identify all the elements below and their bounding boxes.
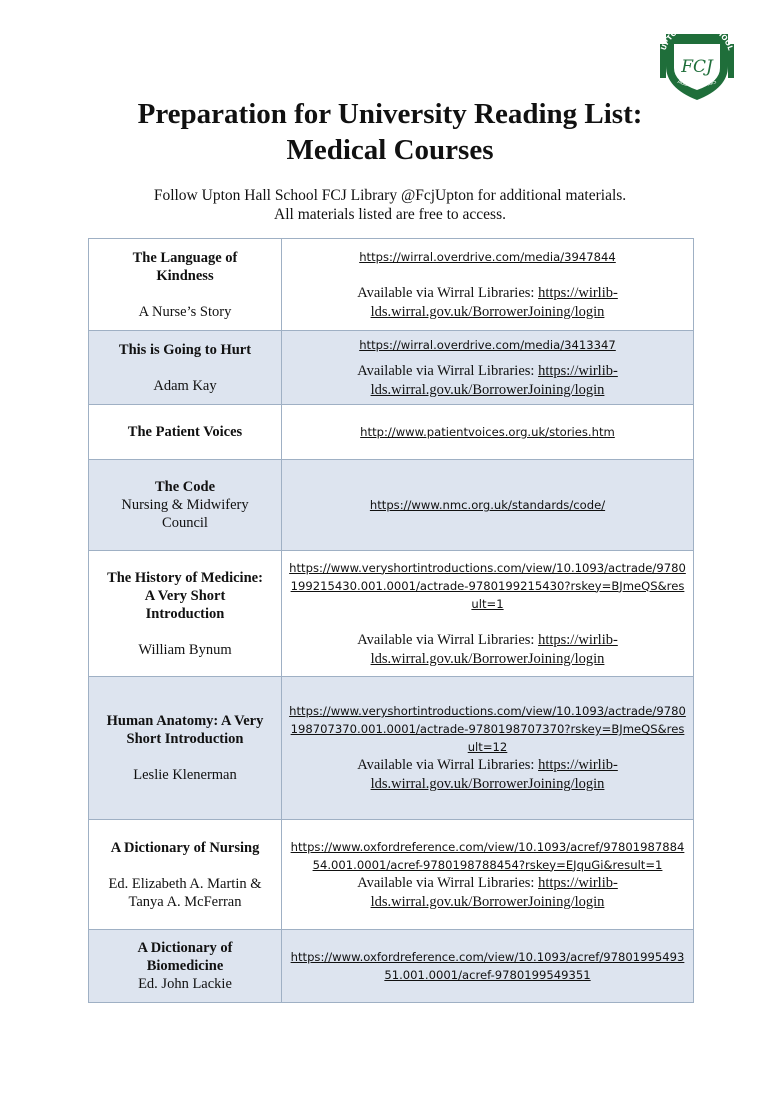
availability-note: Available via Wirral Libraries: https://wirlib- lds.wirral.gov.uk/BorrowerJoining/login bbox=[357, 631, 618, 667]
book-author: Adam Kay bbox=[153, 377, 217, 394]
crest-motto: AGE QUOD AGIS bbox=[676, 78, 718, 90]
book-subtitle: A Nurse’s Story bbox=[138, 303, 232, 320]
wirral-libraries-link[interactable]: https://wirlib- lds.wirral.gov.uk/BorrowerJoining/login bbox=[370, 362, 618, 398]
table-row bbox=[89, 331, 694, 405]
book-cell bbox=[89, 677, 282, 820]
resource-link[interactable]: https://www.veryshortintroductions.com/view/10.1093/actrade/9780198707370.001.0001/actrade-9780198707370?rskey=BJmeQS&result=12 bbox=[289, 704, 686, 754]
table-row bbox=[89, 820, 694, 930]
subtitle-line-2: All materials listed are free to access. bbox=[274, 206, 506, 223]
links-cell bbox=[282, 930, 694, 1003]
resource-link[interactable]: https://wirral.overdrive.com/media/3413347 bbox=[359, 337, 616, 352]
crest-top-text: UPTON HALL SCHOOL bbox=[659, 20, 735, 52]
wirral-libraries-link[interactable]: https://wirlib- lds.wirral.gov.uk/BorrowerJoining/login bbox=[370, 284, 618, 320]
book-title: The Code bbox=[154, 479, 216, 495]
resource-link[interactable]: https://www.nmc.org.uk/standards/code/ bbox=[369, 498, 606, 512]
availability-note: Available via Wirral Libraries: https://wirlib- lds.wirral.gov.uk/BorrowerJoining/login bbox=[357, 284, 618, 320]
resource-link[interactable]: https://www.oxfordreference.com/view/10.1093/acref/9780198788454.001.0001/acref-9780198788454?rskey=EJquGi&result=1 bbox=[290, 839, 685, 872]
page-title bbox=[0, 96, 780, 168]
table-row bbox=[89, 930, 694, 1003]
resource-link[interactable]: https://wirral.overdrive.com/media/3947844 bbox=[359, 249, 616, 264]
book-cell bbox=[89, 820, 282, 930]
links-cell bbox=[282, 460, 694, 551]
title-line-1: Preparation for University Reading List: bbox=[137, 98, 643, 130]
table-row bbox=[89, 405, 694, 460]
crest-monogram: FCJ bbox=[681, 57, 713, 77]
book-author: Nursing & Midwifery Council bbox=[121, 497, 249, 531]
table-row bbox=[89, 551, 694, 677]
subtitle-line-1: Follow Upton Hall School FCJ Library @FcjUpton for additional materials. bbox=[153, 187, 627, 204]
book-title: The Language of Kindness bbox=[132, 249, 238, 284]
book-title: The Patient Voices bbox=[127, 424, 243, 440]
book-title: A Dictionary of Biomedicine bbox=[137, 940, 233, 974]
book-title: A Dictionary of Nursing bbox=[110, 839, 260, 856]
book-title: The History of Medicine: A Very Short Introduction bbox=[107, 569, 263, 622]
resource-link[interactable]: http://www.patientvoices.org.uk/stories.htm bbox=[360, 425, 615, 439]
book-cell bbox=[89, 460, 282, 551]
book-author: William Bynum bbox=[138, 641, 232, 658]
table-row bbox=[89, 460, 694, 551]
links-cell bbox=[282, 239, 694, 331]
book-cell bbox=[89, 405, 282, 460]
book-cell bbox=[89, 239, 282, 331]
wirral-libraries-link[interactable]: https://wirlib- lds.wirral.gov.uk/BorrowerJoining/login bbox=[370, 631, 618, 667]
availability-note: Available via Wirral Libraries: https://wirlib- lds.wirral.gov.uk/BorrowerJoining/login bbox=[357, 757, 618, 792]
links-cell bbox=[282, 820, 694, 930]
book-title: Human Anatomy: A Very Short Introduction bbox=[106, 713, 264, 747]
links-cell bbox=[282, 677, 694, 820]
book-author: Leslie Klenerman bbox=[133, 767, 237, 783]
book-editors: Ed. Elizabeth A. Martin & Tanya A. McFerran bbox=[108, 875, 262, 910]
page-subtitle bbox=[0, 186, 780, 224]
wirral-libraries-link[interactable]: https://wirlib- lds.wirral.gov.uk/BorrowerJoining/login bbox=[370, 757, 618, 792]
availability-note: Available via Wirral Libraries: https://wirlib- lds.wirral.gov.uk/BorrowerJoining/login bbox=[357, 874, 618, 910]
book-cell bbox=[89, 930, 282, 1003]
table-row bbox=[89, 677, 694, 820]
links-cell bbox=[282, 331, 694, 405]
book-cell bbox=[89, 551, 282, 677]
links-cell bbox=[282, 551, 694, 677]
links-cell bbox=[282, 405, 694, 460]
availability-note: Available via Wirral Libraries: https://wirlib- lds.wirral.gov.uk/BorrowerJoining/login bbox=[357, 362, 618, 398]
resource-link[interactable]: https://www.oxfordreference.com/view/10.1093/acref/9780199549351.001.0001/acref-9780199549351 bbox=[290, 950, 685, 982]
school-crest-logo bbox=[652, 14, 742, 104]
wirral-libraries-link[interactable]: https://wirlib- lds.wirral.gov.uk/BorrowerJoining/login bbox=[370, 874, 618, 910]
reading-list-table bbox=[88, 238, 694, 1003]
table-row bbox=[89, 239, 694, 331]
book-title: This is Going to Hurt bbox=[118, 341, 252, 358]
title-line-2: Medical Courses bbox=[286, 134, 494, 166]
book-cell bbox=[89, 331, 282, 405]
book-editor: Ed. John Lackie bbox=[138, 976, 232, 992]
resource-link[interactable]: https://www.veryshortintroductions.com/view/10.1093/actrade/9780199215430.001.0001/actrade-9780199215430?rskey=BJmeQS&result=1 bbox=[289, 560, 686, 611]
